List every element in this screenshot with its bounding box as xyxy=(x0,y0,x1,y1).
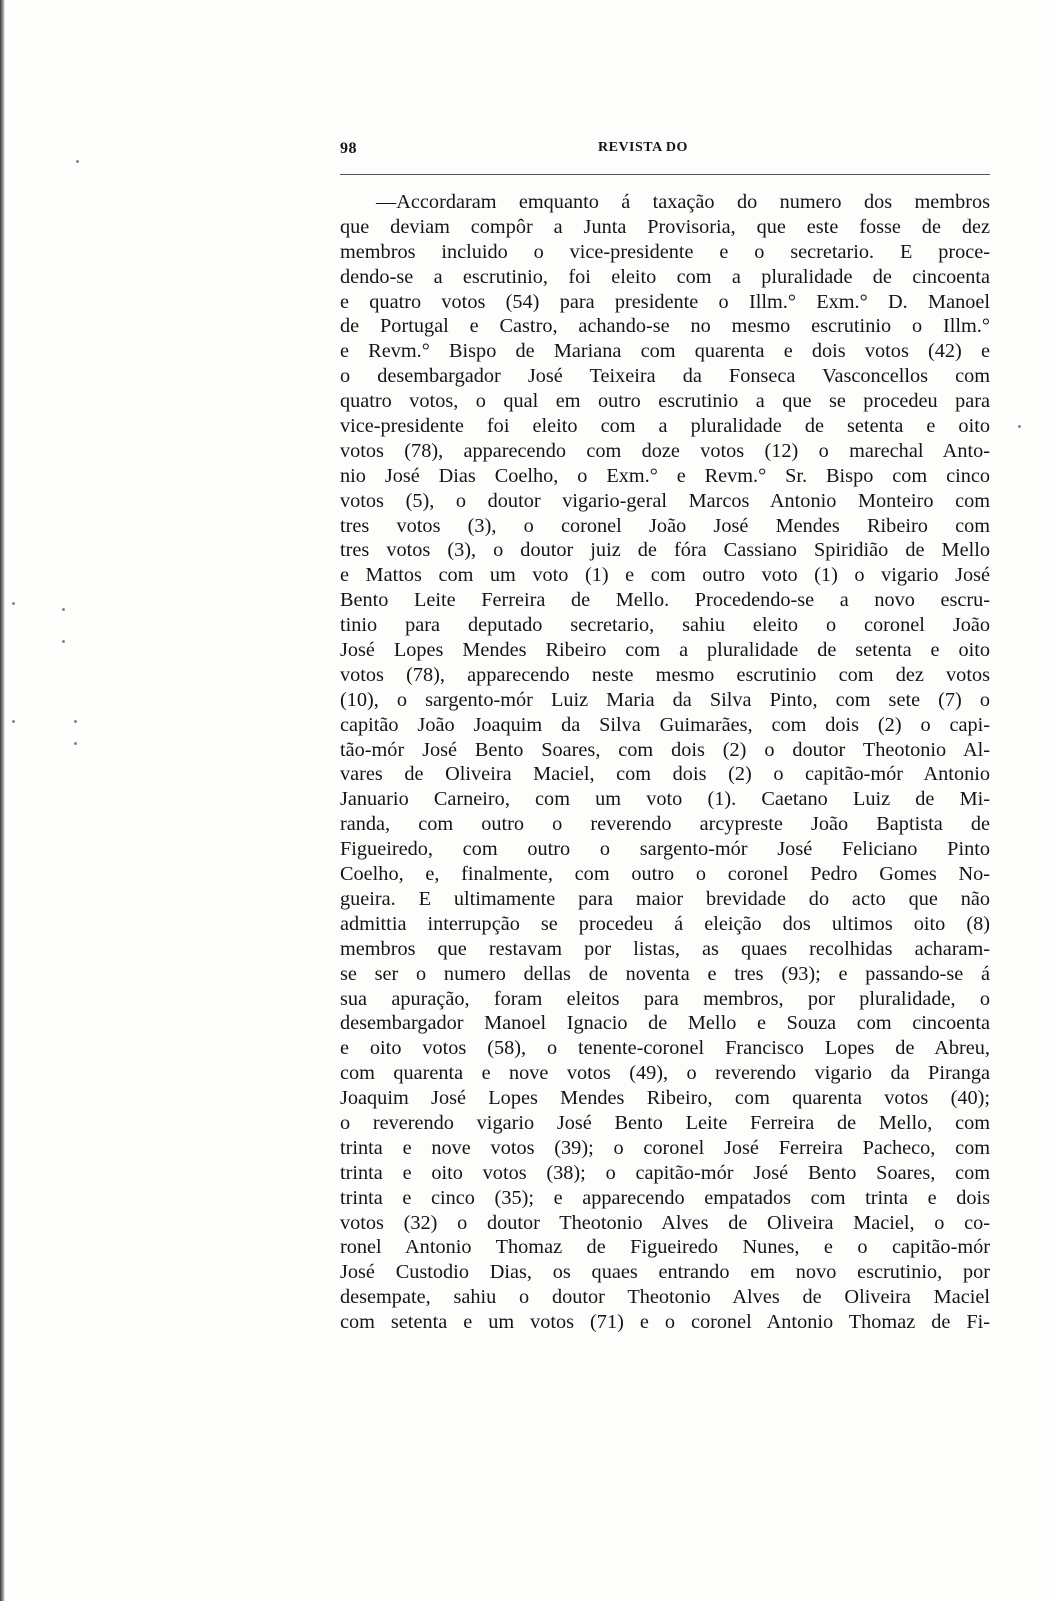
text-line: com setenta e um votos (71) e o coronel Antonio Thomaz de Fi- xyxy=(340,1311,990,1334)
text-line: que deviam compôr a Junta Provisoria, que este fosse de dez xyxy=(340,215,990,238)
scan-speck xyxy=(12,602,15,605)
text-line: se ser o numero dellas de noventa e tres (93); e passando-se á xyxy=(340,962,990,985)
text-line: tinio para deputado secretario, sahiu eleito o coronel João xyxy=(340,614,990,637)
text-line: vares de Oliveira Maciel, com dois (2) o capitão-mór Antonio xyxy=(340,763,990,786)
text-line: Joaquim José Lopes Mendes Ribeiro, com quarenta votos (40); xyxy=(340,1087,990,1110)
page-edge-shadow xyxy=(0,0,5,1601)
text-line: trinta e oito votos (38); o capitão-mór José Bento Soares, com xyxy=(340,1161,990,1184)
text-line: votos (78), apparecendo neste mesmo escrutinio com dez votos xyxy=(340,663,990,686)
scan-speck xyxy=(74,720,77,723)
text-line: nio José Dias Coelho, o Exm.° e Revm.° Sr. Bispo com cinco xyxy=(340,464,990,487)
page-header xyxy=(340,140,990,164)
text-line: o reverendo vigario José Bento Leite Ferreira de Mello, com xyxy=(340,1111,990,1134)
text-line: trinta e cinco (35); e apparecendo empatados com trinta e dois xyxy=(340,1186,990,1209)
text-line: José Lopes Mendes Ribeiro com a pluralidade de setenta e oito xyxy=(340,639,990,662)
text-line: ronel Antonio Thomaz de Figueiredo Nunes, e o capitão-mór xyxy=(340,1236,990,1259)
text-line: Figueiredo, com outro o sargento-mór José Feliciano Pinto xyxy=(340,838,990,861)
scan-speck xyxy=(74,742,77,745)
text-line: tres votos (3), o doutor juiz de fóra Cassiano Spiridião de Mello xyxy=(340,539,990,562)
scan-speck xyxy=(12,720,15,723)
text-line: o desembargador José Teixeira da Fonseca Vasconcellos com xyxy=(340,365,990,388)
text-line: e Mattos com um voto (1) e com outro voto (1) o vigario José xyxy=(340,564,990,587)
text-line: desempate, sahiu o doutor Theotonio Alves de Oliveira Maciel xyxy=(340,1286,990,1309)
text-line: votos (78), apparecendo com doze votos (12) o marechal Anto- xyxy=(340,439,990,462)
scan-speck xyxy=(62,608,65,611)
text-line: quatro votos, o qual em outro escrutinio a que se procedeu para xyxy=(340,390,990,413)
text-line: admittia interrupção se procedeu á eleição dos ultimos oito (8) xyxy=(340,912,990,935)
text-line: com quarenta e nove votos (49), o reverendo vigario da Piranga xyxy=(340,1062,990,1085)
text-line: (10), o sargento-mór Luiz Maria da Silva Pinto, com sete (7) o xyxy=(340,688,990,711)
text-line: e quatro votos (54) para presidente o Illm.° Exm.° D. Manoel xyxy=(340,290,990,313)
text-line: —Accordaram emquanto á taxação do numero dos membros xyxy=(376,191,990,213)
text-line: vice-presidente foi eleito com a pluralidade de setenta e oito xyxy=(340,415,990,438)
text-line: desembargador Manoel Ignacio de Mello e Souza com cincoenta xyxy=(340,1012,990,1035)
text-line: votos (32) o doutor Theotonio Alves de Oliveira Maciel, o co- xyxy=(340,1211,990,1234)
text-line: membros que restavam por listas, as quaes recolhidas acharam- xyxy=(340,937,990,960)
scan-speck xyxy=(62,640,65,643)
scan-speck xyxy=(1018,425,1021,428)
text-line: capitão João Joaquim da Silva Guimarães, com dois (2) o capi- xyxy=(340,713,990,736)
text-line: tres votos (3), o coronel João José Mendes Ribeiro com xyxy=(340,514,990,537)
text-line: Bento Leite Ferreira de Mello. Procedendo-se a novo escru- xyxy=(340,589,990,612)
text-line: trinta e nove votos (39); o coronel José Ferreira Pacheco, com xyxy=(340,1136,990,1159)
text-line: gueira. E ultimamente para maior brevidade do acto que não xyxy=(340,887,990,910)
body-paragraph xyxy=(340,190,990,1335)
text-line: sua apuração, foram eleitos para membros, por pluralidade, o xyxy=(340,987,990,1010)
text-line: e oito votos (58), o tenente-coronel Francisco Lopes de Abreu, xyxy=(340,1037,990,1060)
text-line: e Revm.° Bispo de Mariana com quarenta e dois votos (42) e xyxy=(340,340,990,363)
text-line: Coelho, e, finalmente, com outro o coronel Pedro Gomes No- xyxy=(340,863,990,886)
text-line: José Custodio Dias, os quaes entrando em novo escrutinio, por xyxy=(340,1261,990,1284)
header-rule xyxy=(340,174,990,175)
text-line: membros incluido o vice-presidente e o secretario. E proce- xyxy=(340,240,990,263)
text-line: Januario Carneiro, com um voto (1). Caetano Luiz de Mi- xyxy=(340,788,990,811)
page-number: 98 xyxy=(340,140,357,157)
text-line: tão-mór José Bento Soares, com dois (2) o doutor Theotonio Al- xyxy=(340,738,990,761)
text-line: randa, com outro o reverendo arcypreste João Baptista de xyxy=(340,813,990,836)
text-line: de Portugal e Castro, achando-se no mesmo escrutinio o Illm.° xyxy=(340,315,990,338)
text-line: votos (5), o doutor vigario-geral Marcos Antonio Monteiro com xyxy=(340,489,990,512)
scan-speck xyxy=(76,160,79,163)
running-head: REVISTA DO xyxy=(598,140,688,155)
text-line: dendo-se a escrutinio, foi eleito com a pluralidade de cincoenta xyxy=(340,265,990,288)
